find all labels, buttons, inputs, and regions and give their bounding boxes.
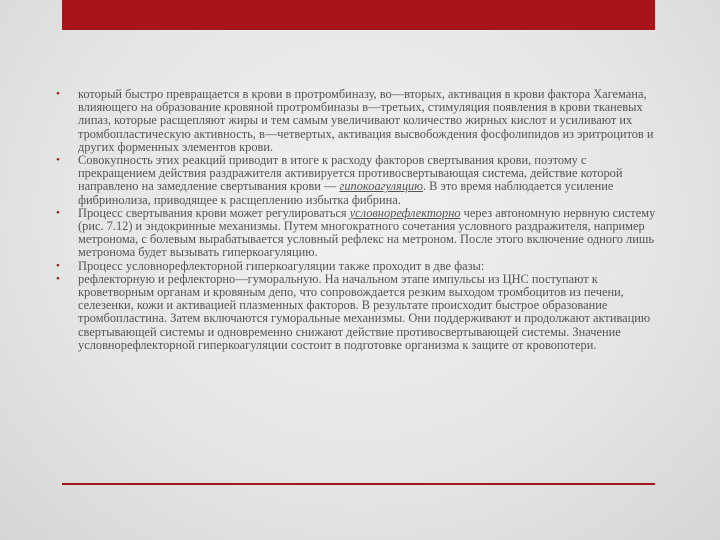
bullet-text: рефлекторную и рефлекторно—гуморальную. На начальном этапе импульсы из ЦНС поступают к кроветворным органам и кровяным депо, что сопровождается резким выходом тромбоцитов из печени, селезенки, кожи и активацией плазменных факторов. В результате происходит быстрое образование тромбопластина. Затем включаются гуморальные механизмы. Они поддерживают и продолжают активацию свертывающей системы и одновременно снижают действие противосвертывающей системы. Значение условнорефлекторной гиперкоагуляции состоит в подготовке организма к защите от кровопотери. xyxy=(78,271,651,352)
bullet-dot-icon: • xyxy=(56,154,60,167)
bullet-dot-icon: • xyxy=(56,206,60,219)
footer-accent-rule xyxy=(62,483,655,485)
bullet-text: который быстро превращается в крови в протромбиназу, во—вторых, активация в крови фактора Хагемана, влияющего на образование кровяной протромбиназы в—третьих, стимуляция появления в крови тканевых липаз, которые расщепляют жиры и тем самым увеличивают количество жирных кислот и усиливают их тромбопластическую активность, в—четвертых, активация высвобождения фосфолипидов из эритроцитов и других форменных элементов крови. xyxy=(78,87,654,154)
bullet-text-part: Совокупность этих реакций приводит в итоге к расходу факторов свертывания крови, поэтому с прекращением действия раздражителя активируется противосвертывающая система, действие которой направлено на замедление свертывания крови — xyxy=(78,153,623,194)
emphasis-term: гипокоагуляцию xyxy=(339,179,423,194)
bullet-list xyxy=(56,88,656,352)
header-accent-bar xyxy=(62,0,655,30)
bullet-item-4 xyxy=(56,260,656,273)
bullet-item-2 xyxy=(56,154,656,207)
bullet-dot-icon: • xyxy=(56,272,60,285)
slide-content xyxy=(56,88,656,352)
emphasis-term: условнорефлекторно xyxy=(349,205,461,220)
bullet-item-3 xyxy=(56,207,656,260)
bullet-text-part: Процесс свертывания крови может регулироваться xyxy=(78,205,347,220)
bullet-text xyxy=(78,207,656,260)
bullet-text: Процесс условнорефлекторной гиперкоагуляции также проходит в две фазы: xyxy=(78,258,485,273)
bullet-dot-icon: • xyxy=(56,88,60,100)
bullet-text-part: через автономную нервную систему (рис. 7.12) и эндокринные механизмы. Путем многократного сочетания условного раздражителя, например метронома, с болевым вырабатывается условный рефлекс на метроном. После этого включение одного лишь метронома будет вызывать гиперкоагуляцию. xyxy=(78,205,656,260)
bullet-item-1 xyxy=(56,88,656,154)
bullet-text-part: . В это время наблюдается усиление фибринолиза, приводящее к расщеплению избытка фибрина. xyxy=(78,179,614,207)
bullet-text xyxy=(78,154,656,207)
bullet-item-5 xyxy=(56,273,656,352)
bullet-dot-icon: • xyxy=(56,259,60,272)
